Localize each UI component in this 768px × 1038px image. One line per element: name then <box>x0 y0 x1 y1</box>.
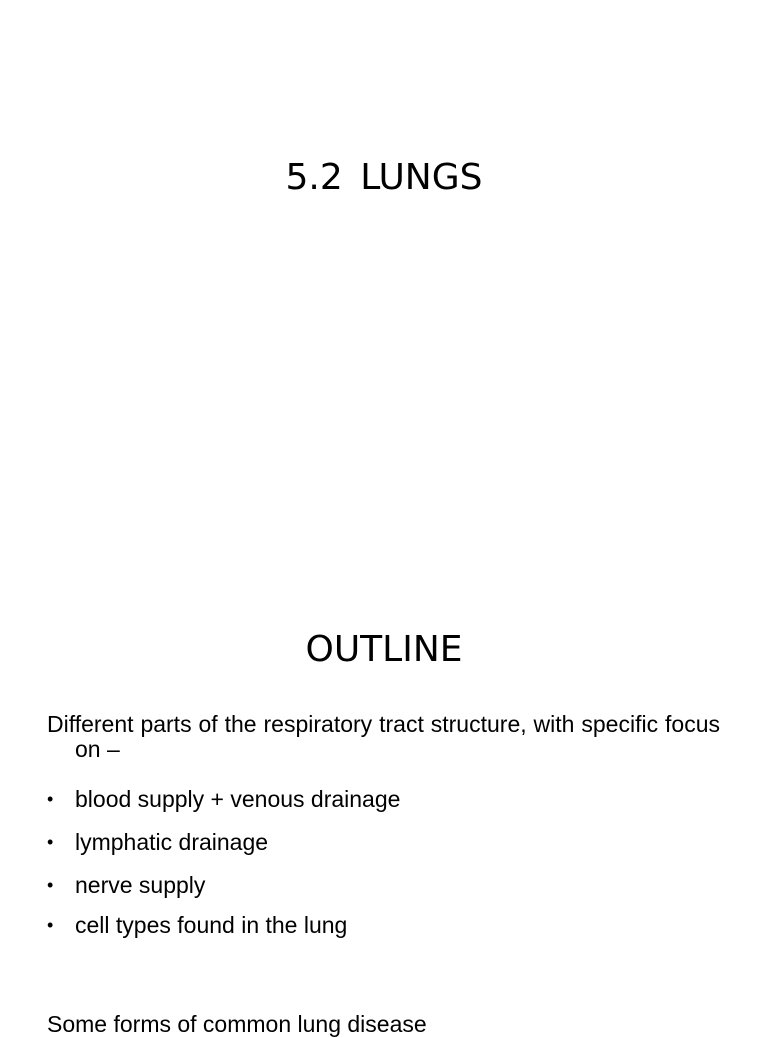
list-item <box>47 784 720 814</box>
bullet-text: cell types found in the lung <box>75 912 348 938</box>
list-item <box>47 910 720 940</box>
bullet-icon: • <box>47 789 54 809</box>
bullet-text: nerve supply <box>75 872 206 898</box>
bullet-text: blood supply + venous drainage <box>75 786 401 812</box>
list-item <box>47 870 720 900</box>
trailing-text-lung-disease: Some forms of common lung disease <box>47 1011 427 1037</box>
bullet-text: lymphatic drainage <box>75 829 269 855</box>
slide-title-lungs: 5.2 LUNGS <box>285 157 483 198</box>
bullet-icon: • <box>47 832 54 852</box>
outline-intro-text: Different parts of the respiratory tract structure, with specific focus on – <box>47 711 720 762</box>
list-item <box>47 827 720 857</box>
bullet-icon: • <box>47 875 54 895</box>
outline-bullet-list <box>47 784 720 940</box>
slide-title-outline: OUTLINE <box>305 629 463 670</box>
bullet-icon: • <box>47 915 54 935</box>
